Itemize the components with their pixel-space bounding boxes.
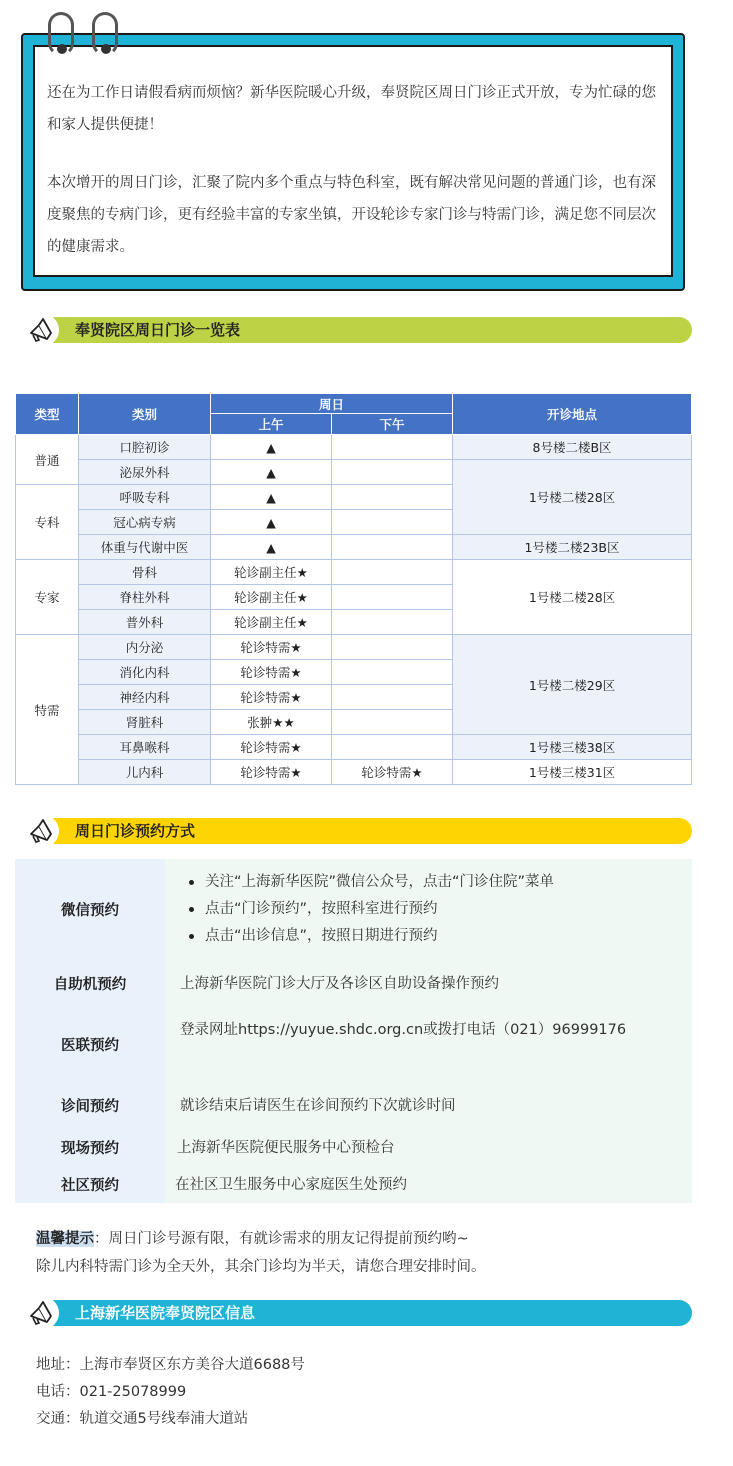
table-row [16,760,692,785]
pm-cell [332,535,453,560]
pm-cell: 轮诊特需★ [332,760,453,785]
clinic-schedule-table [15,393,692,785]
section-header-booking [15,818,692,844]
location-cell: 1号楼三楼38区 [453,735,692,760]
list-item: 点击“出诊信息”，按照日期进行预约 [175,923,680,950]
list-item: 关注“上海新华医院”微信公众号，点击“门诊住院”菜单 [175,869,680,896]
ring-hole-icon [57,44,67,54]
dept-cell: 肾脏科 [79,710,211,735]
dept-cell: 脊柱外科 [79,585,211,610]
dept-cell: 泌尿外科 [79,460,211,485]
booking-label: 医联预约 [61,1038,119,1054]
dept-cell: 神经内科 [79,685,211,710]
dept-cell: 口腔初诊 [79,435,211,460]
dept-cell: 呼吸专科 [79,485,211,510]
am-cell: 轮诊副主任★ [211,585,332,610]
ring-hole-icon [101,44,111,54]
booking-methods [15,859,692,1203]
dept-cell: 内分泌 [79,635,211,660]
header-location: 开诊地点 [453,394,692,435]
pm-cell [332,460,453,485]
booking-label: 社区预约 [61,1178,119,1194]
booking-row-community [15,1171,692,1199]
pm-cell [332,485,453,510]
pm-cell [332,435,453,460]
group-cell: 专科 [16,485,79,560]
am-cell: 轮诊特需★ [211,660,332,685]
booking-label: 现场预约 [61,1141,119,1157]
list-item: 点击“门诊预约”，按照科室进行预约 [175,896,680,923]
table-row [16,460,692,485]
dept-cell: 儿内科 [79,760,211,785]
phone: 电话：021-25078999 [36,1384,187,1400]
tip-label: 温馨提示 [36,1231,94,1247]
booking-text: 登录网址https://yuyue.shdc.org.cn或拨打电话（021）96999176 [180,1022,627,1038]
megaphone-icon [25,1298,55,1328]
table-row [16,535,692,560]
megaphone-icon [25,315,55,345]
table-row [16,435,692,460]
am-cell: ▲ [211,435,332,460]
dept-cell: 普外科 [79,610,211,635]
address: 地址：上海市奉贤区东方美谷大道6688号 [36,1357,305,1373]
pm-cell [332,710,453,735]
transit: 交通：轨道交通5号线奉浦大道站 [36,1411,249,1427]
header-sunday: 周日 [211,394,453,414]
intro-paragraph-2: 本次增开的周日门诊，汇聚了院内多个重点与特色科室，既有解决常见问题的普通门诊，也有深度聚焦的专病门诊，更有经验丰富的专家坐镇，开设轮诊专家门诊与特需门诊，满足您不同层次的健康需求。 [47,175,656,255]
header-pm: 下午 [332,414,453,435]
intro-paragraph-1: 还在为工作日请假看病而烦恼？新华医院暖心升级，奉贤院区周日门诊正式开放，专为忙碌的您和家人提供便捷！ [47,85,656,133]
location-cell: 1号楼二楼28区 [453,460,692,535]
am-cell: ▲ [211,460,332,485]
group-cell: 专家 [16,560,79,635]
header-category: 类别 [79,394,211,435]
table-row [16,635,692,660]
table-row [16,560,692,585]
location-cell: 8号楼二楼B区 [453,435,692,460]
booking-text: 在社区卫生服务中心家庭医生处预约 [175,1177,407,1193]
am-cell: 轮诊特需★ [211,760,332,785]
am-cell: ▲ [211,535,332,560]
header-am: 上午 [211,414,332,435]
am-cell: 轮诊特需★ [211,685,332,710]
pm-cell [332,585,453,610]
section-title: 周日门诊预约方式 [75,822,196,840]
am-cell: 轮诊特需★ [211,735,332,760]
section-header-clinic-list [15,317,692,343]
pm-cell [332,685,453,710]
pm-cell [332,610,453,635]
intro-card-body [33,45,673,277]
section-title: 上海新华医院奉贤院区信息 [75,1304,256,1322]
location-cell: 1号楼三楼31区 [453,760,692,785]
dept-cell: 体重与代谢中医 [79,535,211,560]
pm-cell [332,510,453,535]
table-row [16,735,692,760]
group-cell: 特需 [16,635,79,785]
dept-cell: 耳鼻喉科 [79,735,211,760]
am-cell: 轮诊副主任★ [211,610,332,635]
section-header-hospital-info [15,1300,692,1326]
booking-row-kiosk [15,970,692,998]
am-cell: 张翀★★ [211,710,332,735]
dept-cell: 骨科 [79,560,211,585]
tip-line-1: ：周日门诊号源有限，有就诊需求的朋友记得提前预约哟~ [94,1231,469,1247]
header-type: 类型 [16,394,79,435]
warm-tip [36,1225,486,1281]
booking-text: 就诊结束后请医生在诊间预约下次就诊时间 [180,1098,456,1114]
group-cell: 普通 [16,435,79,485]
location-cell: 1号楼二楼29区 [453,635,692,735]
pm-cell [332,660,453,685]
booking-row-clinic [15,1092,692,1120]
am-cell: 轮诊特需★ [211,635,332,660]
am-cell: ▲ [211,510,332,535]
hospital-info [36,1352,305,1433]
booking-text: 上海新华医院便民服务中心预检台 [177,1140,395,1156]
dept-cell: 消化内科 [79,660,211,685]
booking-label: 诊间预约 [61,1099,119,1115]
am-cell: 轮诊副主任★ [211,560,332,585]
pm-cell [332,560,453,585]
tip-line-2: 除儿内科特需门诊为全天外，其余门诊均为半天，请您合理安排时间。 [36,1259,486,1275]
booking-row-wechat [15,869,692,953]
pm-cell [332,735,453,760]
intro-card [21,33,685,291]
booking-row-onsite [15,1134,692,1162]
section-title: 奉贤院区周日门诊一览表 [75,321,241,339]
booking-text: 上海新华医院门诊大厅及各诊区自助设备操作预约 [180,976,499,992]
pm-cell [332,635,453,660]
booking-label: 微信预约 [61,903,119,919]
location-cell: 1号楼二楼28区 [453,560,692,635]
booking-label: 自助机预约 [53,977,127,993]
wechat-steps [175,869,680,950]
location-cell: 1号楼二楼23B区 [453,535,692,560]
booking-row-union [15,1016,692,1074]
am-cell: ▲ [211,485,332,510]
dept-cell: 冠心病专病 [79,510,211,535]
megaphone-icon [25,816,55,846]
